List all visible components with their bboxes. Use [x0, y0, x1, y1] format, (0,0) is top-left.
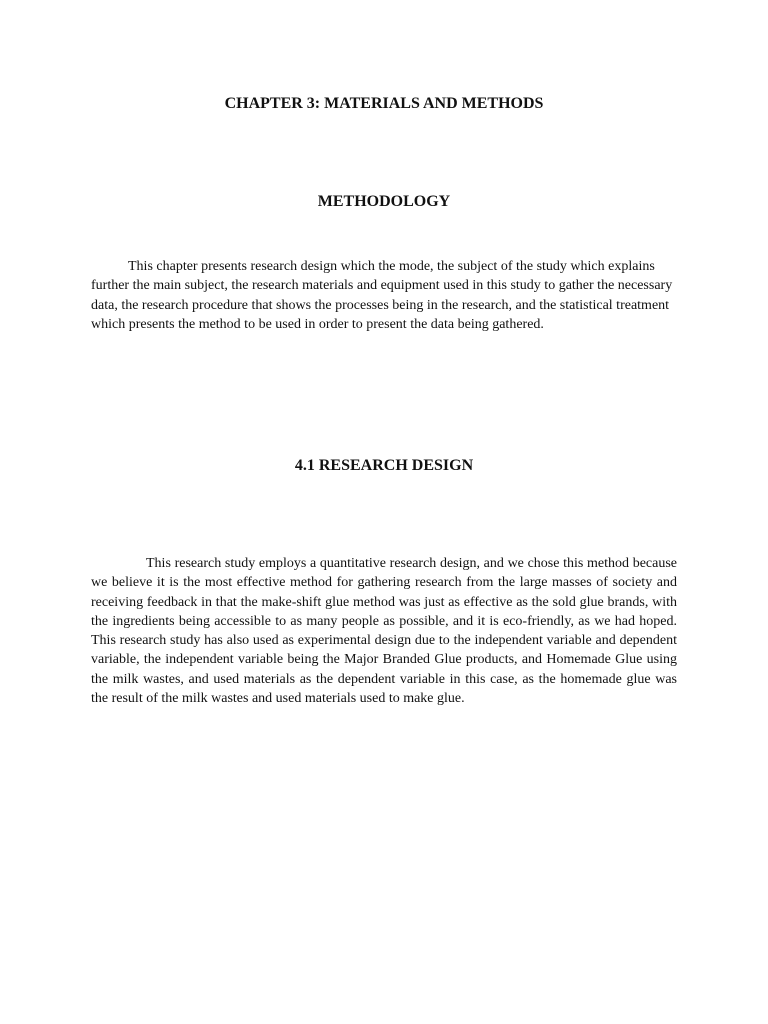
- chapter-title: CHAPTER 3: MATERIALS AND METHODS: [224, 95, 544, 112]
- research-design-paragraph: This research study employs a quantitative research design, and we chose this method because we believe it is the most effective method for gathering research from the large masses of society and receiving feedback in that the make-shift glue method was just as effective as the sold glue brands, with the ingredients being accessible to as many people as possible, and it is eco-friendly, as we had hoped. This research study has also used as experimental design due to the independent variable and dependent variable, the independent variable being the Major Branded Glue products, and Homemade Glue using the milk wastes, and used materials as the dependent variable in this case, as the homemade glue was the result of the milk wastes and used materials used to make glue.: [91, 556, 677, 707]
- section-heading-methodology: METHODOLOGY: [317, 193, 451, 210]
- methodology-paragraph: This chapter presents research design which the mode, the subject of the study which explains further the main subject, the research materials and equipment used in this study to gather the necessary data, the research procedure that shows the processes being in the research, and the statistical treatment which presents the method to be used in order to present the data being gathered.: [91, 259, 673, 332]
- section-heading-research-design: 4.1 RESEARCH DESIGN: [294, 457, 474, 474]
